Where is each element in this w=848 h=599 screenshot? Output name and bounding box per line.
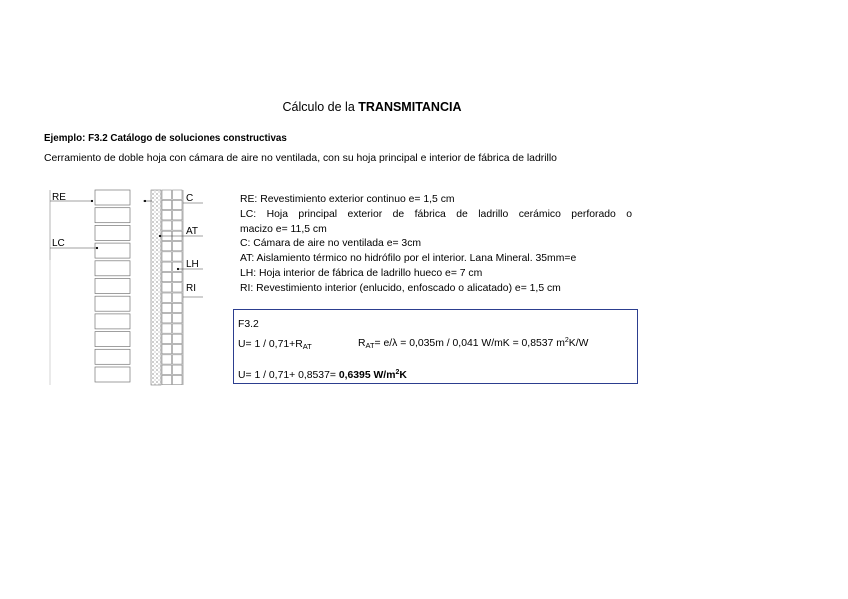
lh-brick xyxy=(173,211,183,220)
legend xyxy=(240,193,632,297)
label-re: RE xyxy=(52,192,66,203)
rat-formula xyxy=(358,337,588,350)
rat-r: R xyxy=(358,338,366,349)
lh-brick xyxy=(162,324,172,333)
lc-brick xyxy=(95,243,130,258)
formula-code: F3.2 xyxy=(238,319,259,330)
lh-brick xyxy=(162,200,172,209)
lh-brick xyxy=(173,293,183,302)
legend-lc-line1: LC: Hoja principal exterior de fábrica de ladrillo cerámico perforado o xyxy=(240,208,632,220)
u-formula-text: U= 1 / 0,71+R xyxy=(238,339,303,350)
lc-brick xyxy=(95,279,130,294)
label-c: C xyxy=(186,193,194,204)
legend-lc-line2: macizo e= 11,5 cm xyxy=(240,223,327,235)
lh-brick xyxy=(173,190,183,199)
lh-brick xyxy=(162,262,172,271)
lh-brick xyxy=(162,345,172,354)
result-prefix: U= 1 / 0,71+ 0,8537= xyxy=(238,370,336,381)
lh-brick xyxy=(162,314,172,323)
result-value: 0,6395 $W/m^2K$ xyxy=(338,369,407,381)
lh-brick xyxy=(162,252,172,261)
legend-c: C: Cámara de aire no ventilada e= 3cm xyxy=(240,238,422,250)
lc-brick xyxy=(95,208,130,223)
label-lc: LC xyxy=(52,238,65,249)
lh-brick xyxy=(173,303,183,312)
lh-brick xyxy=(173,200,183,209)
lh-brick xyxy=(173,355,183,364)
lh-brick xyxy=(162,272,172,281)
u-formula xyxy=(238,339,312,351)
example-heading: Ejemplo: F3.2 Catálogo de soluciones constructivas xyxy=(44,133,287,144)
lh-brick xyxy=(162,221,172,230)
lh-brick xyxy=(162,355,172,364)
legend-re: RE: Revestimiento exterior continuo e= 1,5 cm xyxy=(240,194,455,205)
lh-brick xyxy=(173,252,183,261)
u-formula-sub: AT xyxy=(302,342,312,351)
lh-brick xyxy=(173,365,183,374)
lh-brick xyxy=(162,242,172,251)
page-title xyxy=(0,100,744,114)
lh-brick xyxy=(173,242,183,251)
lh-brick xyxy=(162,190,172,199)
lh-brick xyxy=(173,334,183,343)
lh-brick xyxy=(173,262,183,271)
label-lh: LH xyxy=(186,259,199,270)
lh-brick xyxy=(162,293,172,302)
lc-brick xyxy=(95,190,130,205)
insulation-layer xyxy=(151,190,161,385)
lh-brick xyxy=(173,345,183,354)
rat-sup: 2 xyxy=(564,337,569,344)
legend-at: AT: Aislamiento térmico no hidrófilo por el interior. Lana Mineral. 35mm=e xyxy=(240,253,577,265)
lc-brick xyxy=(95,314,130,329)
lh-brick xyxy=(162,211,172,220)
lh-brick xyxy=(173,375,183,384)
wall-section-diagram xyxy=(40,185,215,390)
lh-brick xyxy=(162,283,172,292)
rat-sub: AT xyxy=(365,341,375,350)
lc-brick-column xyxy=(95,190,130,382)
title-prefix: Cálculo de la xyxy=(282,100,355,114)
lc-brick xyxy=(95,296,130,311)
legend-lh: LH: Hoja interior de fábrica de ladrillo hueco e= 7 cm xyxy=(240,267,483,279)
lh-brick xyxy=(162,365,172,374)
lh-brick xyxy=(173,314,183,323)
lh-brick xyxy=(173,283,183,292)
rat-expr: = e/λ = 0,035m / 0,041 W/mK = 0,8537 m xyxy=(374,338,565,349)
lc-brick xyxy=(95,349,130,364)
title-bold: TRANSMITANCIA xyxy=(358,100,462,114)
legend-ri: RI: Revestimiento interior (enlucido, enfoscado o alicatado) e= 1,5 cm xyxy=(240,282,561,294)
subtitle: Cerramiento de doble hoja con cámara de aire no ventilada, con su hoja principal e interior de fábrica de ladrillo xyxy=(44,153,557,164)
lh-brick xyxy=(162,303,172,312)
lh-brick xyxy=(162,334,172,343)
lh-brick xyxy=(162,375,172,384)
rat-unit: K/W xyxy=(568,338,589,349)
lh-brick-column xyxy=(162,190,182,385)
lh-brick xyxy=(173,221,183,230)
result-formula xyxy=(238,369,407,381)
lh-brick xyxy=(173,272,183,281)
label-ri: RI xyxy=(186,283,196,294)
formula-box xyxy=(233,309,638,384)
lc-brick xyxy=(95,225,130,240)
lc-brick xyxy=(95,367,130,382)
lc-brick xyxy=(95,261,130,276)
label-at: AT xyxy=(186,226,199,237)
lc-brick xyxy=(95,332,130,347)
lh-brick xyxy=(173,324,183,333)
